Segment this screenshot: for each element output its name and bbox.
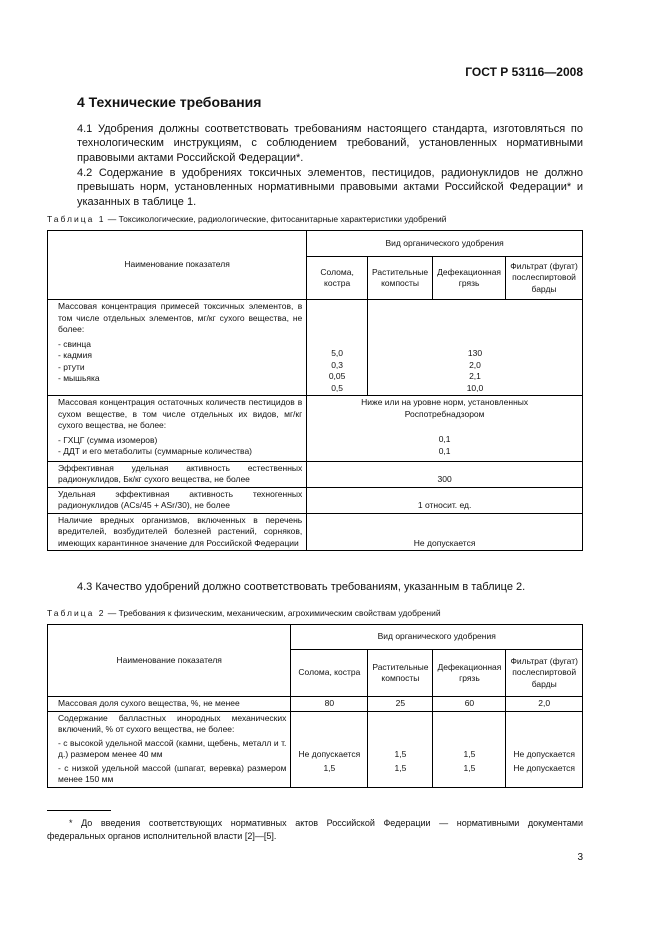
t1-r3-value: 300 xyxy=(307,461,583,487)
t1-r5-label: Наличие вредных организмов, включенных в перечень вредителей, возбудителей болезней растений, сорняков, имеющих карантинное значение для Российской Федерации xyxy=(48,513,307,551)
t1-r2-vals-list xyxy=(311,420,578,457)
t1-r1-col1-v2: 0,05 xyxy=(328,371,346,381)
p42-text: 4.2 Содержание в удобрениях токсичных элементов, пестицидов, радионуклидов не должно превышать норм, установленных нормативными правовыми актами Российской Федерации* и указанных в таблице 1. xyxy=(77,167,583,208)
t2-col-mud: Дефекационная грязь xyxy=(433,650,506,697)
t2-r2b-v2: 1,5 xyxy=(433,762,506,788)
t1-r1-rest xyxy=(367,300,582,396)
t2-col-compost: Растительные компосты xyxy=(368,650,433,697)
t2-r1-v2: 60 xyxy=(433,697,506,712)
t2-r2-label: Содержание балластных инородных механических включений, % от сухого вещества, не более: xyxy=(48,711,291,737)
document-id: ГОСТ Р 53116—2008 xyxy=(465,65,583,79)
p43-text: 4.3 Качество удобрений должно соответствовать требованиям, указанным в таблице 2. xyxy=(77,581,526,593)
t1-r3-label: Эффективная удельная активность естественных радионуклидов, Бк/кг сухого вещества, не более xyxy=(48,461,307,487)
p41-text: 4.1 Удобрения должны соответствовать требованиям настоящего стандарта, изготовляться по технологическим инструкциям, с соблюдением требований, установленных нормативными правовыми актами Российской Федерации*. xyxy=(77,123,583,164)
t1-r2-desc: Массовая концентрация остаточных количеств пестицидов в сухом веществе, в том числе отдельных их видов, мг/кг сухого вещества, не более: xyxy=(58,397,303,430)
t1-r2-value: Ниже или на уровне норм, установленных Роспотребнадзором xyxy=(361,397,529,419)
t1-r2-val-0: 0,1 xyxy=(438,434,451,444)
t1-r1-item-cadmium: - кадмия xyxy=(58,350,92,360)
page-number: 3 xyxy=(577,852,583,863)
t1-r1-col1-v1: 0,3 xyxy=(331,359,344,370)
t1-col-compost: Растительные компосты xyxy=(367,257,432,300)
t2-r1-v3: 2,0 xyxy=(506,697,583,712)
t2-r2b-v1: 1,5 xyxy=(368,762,433,788)
t2-r2a-label: - с высокой удельной массой (камни, щебень, металл и т. д.) размером менее 40 мм xyxy=(48,737,291,762)
footnote-text: * До введения соответствующих нормативных актов Российской Федерации — нормативными документами федеральных органов исполнительной власти [2]—[5]. xyxy=(47,818,583,841)
t1-r1-col1-v0: 5,0 xyxy=(331,348,344,358)
t1-r4-value: 1 относит. ед. xyxy=(307,487,583,513)
footnote xyxy=(47,817,583,843)
t1-r1-col1 xyxy=(307,300,368,396)
t1-r2-item-ddt: - ДДТ и его метаболиты (суммарные количества) xyxy=(58,446,253,456)
paragraph-4-1 xyxy=(77,122,583,165)
t2-r2-empty-1 xyxy=(368,711,433,737)
t1-r5-value: Не допускается xyxy=(307,513,583,551)
t1-r2-val-1: 0,1 xyxy=(438,445,451,456)
t2-r1-v1: 25 xyxy=(368,697,433,712)
table2-caption-text: — Требования к физическим, механическим, агрохимическим свойствам удобрений xyxy=(105,608,441,618)
section-title: 4 Технические требования xyxy=(77,94,262,110)
t2-r2b-label: - с низкой удельной массой (шпагат, веревка) размером менее 150 мм xyxy=(48,762,291,788)
t2-head-name: Наименование показателя xyxy=(48,625,291,697)
t1-r2-item-hch: - ГХЦГ (сумма изомеров) xyxy=(58,434,158,445)
table1-caption-text: — Токсикологические, радиологические, фитосанитарные характеристики удобрений xyxy=(105,214,447,224)
t1-r2-label xyxy=(48,396,307,462)
t1-r1-rest-list xyxy=(372,348,578,394)
t1-r1-rest-v1: 2,0 xyxy=(469,359,481,370)
t2-r1-label: Массовая доля сухого вещества, %, не менее xyxy=(48,697,291,712)
t1-r1-rest-v3: 10,0 xyxy=(466,382,484,393)
t1-head-group: Вид органического удобрения xyxy=(307,231,583,257)
paragraph-4-2 xyxy=(77,166,583,209)
t1-col-mud: Дефекационная грязь xyxy=(433,257,506,300)
t1-head-name: Наименование показателя xyxy=(48,231,307,300)
t2-r2-empty-0 xyxy=(291,711,368,737)
t1-r1-desc: Массовая концентрация примесей токсичных элементов, в том числе отдельных элементов, мг/кг сухого вещества, не более: xyxy=(58,301,303,334)
t1-r1-rest-v2: 2,1 xyxy=(469,371,481,381)
table1-caption xyxy=(47,214,447,224)
t2-head-group: Вид органического удобрения xyxy=(291,625,583,650)
t2-col-filtrate: Фильтрат (фугат) послеспиртовой барды xyxy=(506,650,583,697)
t1-r1-item-mercury: - ртути xyxy=(58,361,85,372)
paragraph-4-3 xyxy=(77,580,583,594)
t2-r2b-v0: 1,5 xyxy=(291,762,368,788)
table-2 xyxy=(47,624,583,788)
t1-r1-col1-v3: 0,5 xyxy=(331,382,344,393)
t2-r2-empty-2 xyxy=(433,711,506,737)
t1-r2-values xyxy=(307,396,583,462)
t2-r2-empty-3 xyxy=(506,711,583,737)
t1-r4-label: Удельная эффективная активность техногенных радионуклидов (ACs/45 + ASr/30), не более xyxy=(48,487,307,513)
t2-r2a-v2: 1,5 xyxy=(433,737,506,762)
t2-r2a-v3: Не допускается xyxy=(506,737,583,762)
t1-r1-col1-list xyxy=(311,348,363,394)
t2-r2b-v3: Не допускается xyxy=(506,762,583,788)
t1-r2-list xyxy=(52,432,302,460)
t1-r1-label xyxy=(48,300,307,396)
table2-caption xyxy=(47,608,441,618)
t1-r1-item-arsenic: - мышьяка xyxy=(58,373,100,383)
table1-caption-label: Таблица 1 xyxy=(47,214,106,224)
table-1 xyxy=(47,230,583,551)
table2-caption-label: Таблица 2 xyxy=(47,608,106,618)
t2-r1-v0: 80 xyxy=(291,697,368,712)
t2-r2a-v0: Не допускается xyxy=(291,737,368,762)
t1-r1-rest-v0: 130 xyxy=(467,348,483,358)
t1-col-filtrate: Фильтрат (фугат) послеспиртовой барды xyxy=(506,257,583,300)
footnote-separator xyxy=(47,810,111,811)
t2-col-straw: Солома, костра xyxy=(291,650,368,697)
t1-r1-list xyxy=(52,336,302,387)
t1-col-straw: Солома, костра xyxy=(307,257,368,300)
t2-r2a-v1: 1,5 xyxy=(368,737,433,762)
t1-r1-item-lead: - свинца xyxy=(58,338,91,349)
